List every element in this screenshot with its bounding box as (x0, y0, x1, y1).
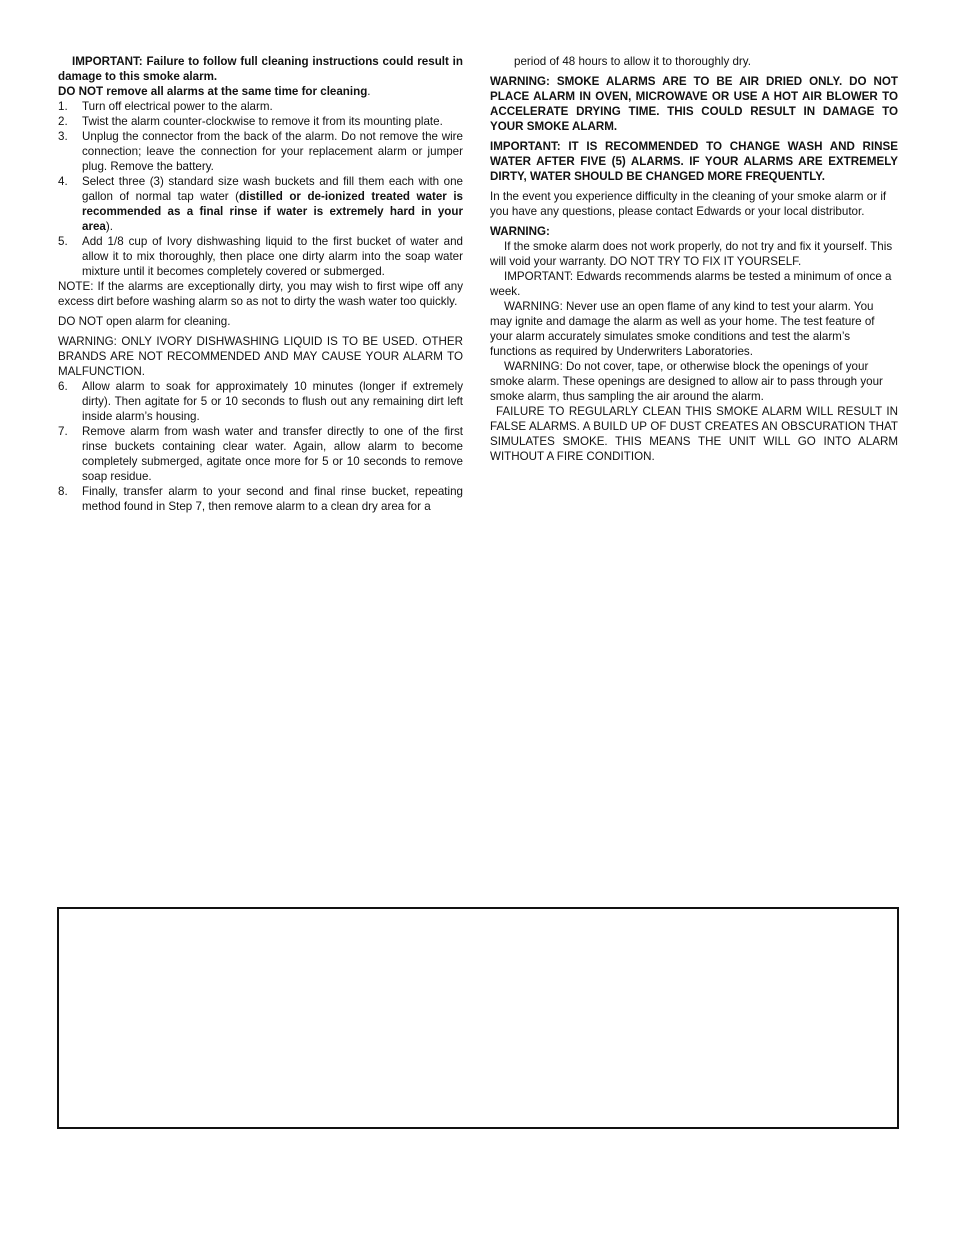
intro-important: IMPORTANT: Failure to follow full cleaning instructions could result in damage to this smoke alarm. (58, 55, 463, 83)
step-text: Remove alarm from wash water and transfer directly to one of the first rinse buckets containing clear water. Again, allow alarm to become completely submerged, agitate once more for 5 or 10 seconds to remove soap residue. (82, 425, 463, 483)
step-item (58, 424, 463, 484)
steps-list-b (58, 379, 463, 514)
step-number: 1. (58, 100, 68, 113)
left-column (58, 54, 463, 514)
step-text: Twist the alarm counter-clockwise to remove it from its mounting plate. (82, 115, 443, 128)
step-number: 3. (58, 130, 68, 143)
step-item (58, 234, 463, 279)
do-not-cover-warning: WARNING: Do not cover, tape, or otherwise block the openings of your smoke alarm. These openings are designed to allow air to pass through your smoke alarm, thus sampling the air around the alarm. (490, 360, 883, 403)
step8-continuation: period of 48 hours to allow it to thoroughly dry. (514, 55, 751, 68)
step-number: 4. (58, 175, 68, 188)
step-item (58, 99, 463, 114)
right-column (490, 54, 898, 464)
step4-text-bold: distilled or de-ionized treated water is recommended as a final rinse if water is extremely hard in your area (82, 190, 463, 233)
step-item (58, 174, 463, 234)
step-text: Unplug the connector from the back of the alarm. Do not remove the wire connection; leave the connection for your replacement alarm or jumper plug. Remove the battery. (82, 130, 463, 173)
step-text: Allow alarm to soak for approximately 10 minutes (longer if extremely dirty). Then agitate for 5 or 10 seconds to flush out any remaining dirt left inside alarm’s housing. (82, 380, 463, 423)
warning-air-dry: WARNING: SMOKE ALARMS ARE TO BE AIR DRIED ONLY. DO NOT PLACE ALARM IN OVEN, MICROWAVE OR USE A HOT AIR BLOWER TO ACCELERATE DRYING TIME. THIS COULD RESULT IN DAMAGE TO YOUR SMOKE ALARM. (490, 75, 898, 133)
test-weekly-paragraph: IMPORTANT: Edwards recommends alarms be tested a minimum of once a week. (490, 270, 892, 298)
do-not-open-paragraph: DO NOT open alarm for cleaning. (58, 315, 231, 328)
warning-ivory-paragraph: WARNING: ONLY IVORY DISHWASHING LIQUID IS TO BE USED. OTHER BRANDS ARE NOT RECOMMENDED AND MAY CAUSE YOUR ALARM TO MALFUNCTION. (58, 335, 463, 378)
step-item (58, 484, 463, 514)
step-item (58, 379, 463, 424)
contact-paragraph: In the event you experience difficulty in the cleaning of your smoke alarm or if you have any questions, please contact Edwards or your local distributor. (490, 190, 887, 218)
do-not-remove-notice (58, 84, 463, 99)
open-flame-warning: WARNING: Never use an open flame of any kind to test your alarm. You may ignite and damage the alarm as well as your home. The test feature of your alarm accurately simulates smoke conditions and test the alarm’s functions as required by Underwriters Laboratories. (490, 300, 875, 358)
do-not-remove-tail: . (367, 85, 371, 98)
step-number: 6. (58, 380, 68, 393)
step-text: Turn off electrical power to the alarm. (82, 100, 273, 113)
warning-heading: WARNING: (490, 225, 550, 238)
steps-list-a (58, 99, 463, 279)
note-paragraph: NOTE: If the alarms are exceptionally dirty, you may wish to first wipe off any excess dirt before washing alarm so as not to dirty the wash water too quickly. (58, 280, 463, 308)
step-item (58, 129, 463, 174)
step-number: 5. (58, 235, 68, 248)
warranty-paragraph: If the smoke alarm does not work properly, do not try and fix it yourself. This will void your warranty. DO NOT TRY TO FIX IT YOURSELF. (490, 240, 893, 268)
step-number: 7. (58, 425, 68, 438)
step-item (58, 114, 463, 129)
failure-clean-warning: FAILURE TO REGULARLY CLEAN THIS SMOKE ALARM WILL RESULT IN FALSE ALARMS. A BUILD UP OF DUST CREATES AN OBSCURATION THAT SIMULATES SMOKE. THIS MEANS THE UNIT WILL GO INTO ALARM WITHOUT A FIRE CONDITION. (490, 405, 898, 463)
step4-text-pre: Select three (3) standard size wash buckets and fill them each with one gallon of normal tap water ( (82, 175, 463, 203)
do-not-remove-bold: DO NOT remove all alarms at the same time for cleaning (58, 85, 368, 98)
step-text (82, 174, 463, 234)
step-number: 8. (58, 485, 68, 498)
step4-text-post: ). (105, 220, 113, 233)
step-number: 2. (58, 115, 68, 128)
important-change-water: IMPORTANT: IT IS RECOMMENDED TO CHANGE WASH AND RINSE WATER AFTER FIVE (5) ALARMS. IF YOUR ALARMS ARE EXTREMELY DIRTY, WATER SHOULD BE CHANGED MORE FREQUENTLY. (490, 140, 898, 183)
empty-bordered-box (57, 907, 899, 1129)
step-text: Finally, transfer alarm to your second and final rinse bucket, repeating method found in Step 7, then remove alarm to a clean dry area for a (82, 485, 463, 513)
step-text: Add 1/8 cup of Ivory dishwashing liquid to the first bucket of water and allow it to mix thoroughly, then place one dirty alarm into the soap water mixture until it becomes completely covered or submerged. (82, 235, 463, 278)
